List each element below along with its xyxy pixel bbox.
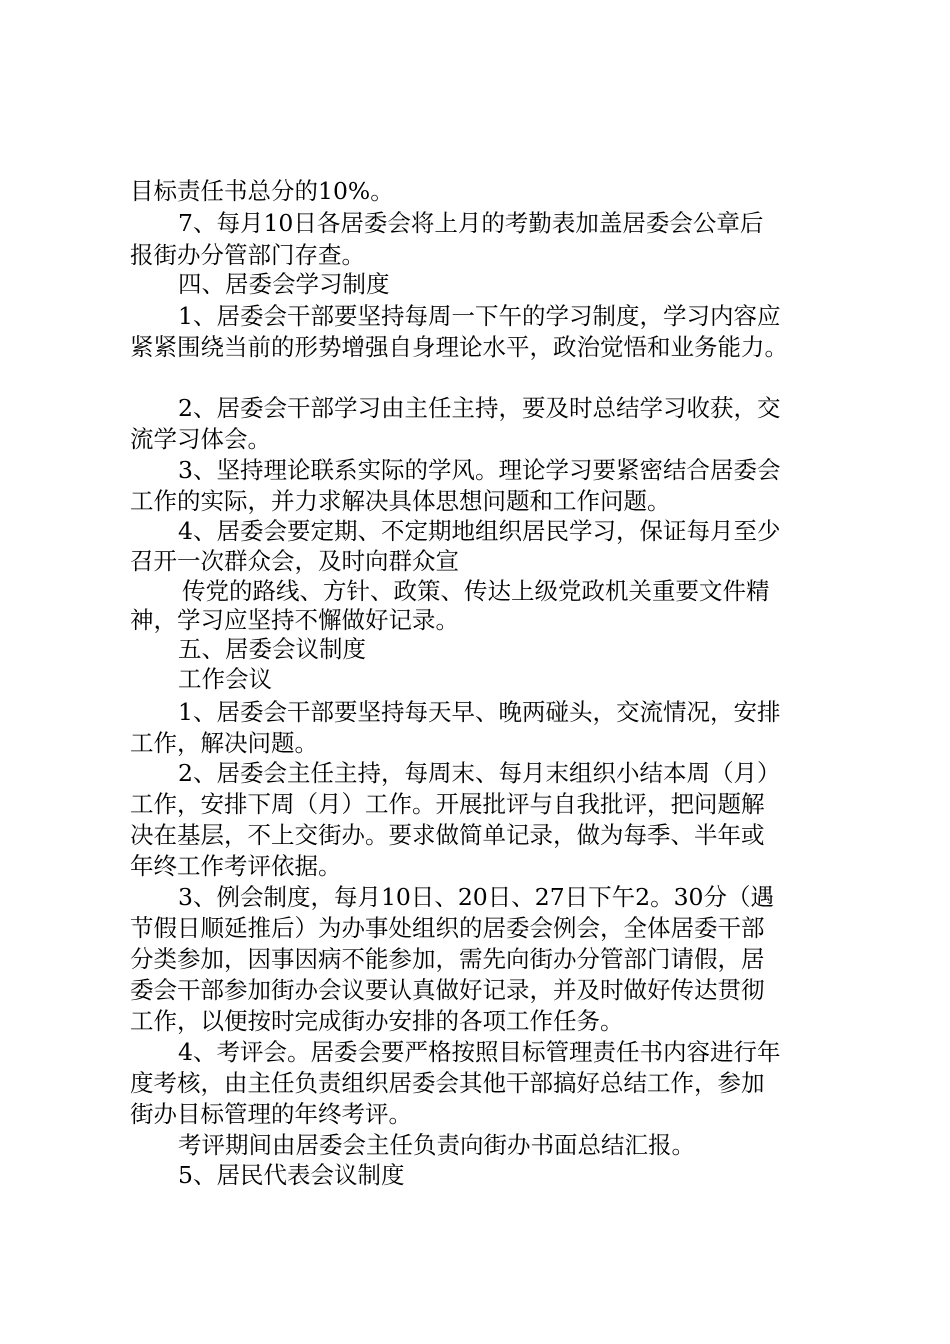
text-line: 工作，以便按时完成街办安排的各项工作任务。 (130, 1007, 624, 1035)
text-line: 4、居委会要定期、不定期地组织居民学习，保证每月至少 (178, 517, 781, 545)
text-line: 委会干部参加街办会议要认真做好记录，并及时做好传达贯彻 (130, 976, 765, 1004)
text-line: 1、居委会干部要坚持每天早、晚两碰头，交流情况，安排 (178, 698, 781, 726)
text-line: 目标责任书总分的10%。 (130, 177, 394, 205)
text-line: 7、每月10日各居委会将上月的考勤表加盖居委会公章后 (178, 209, 764, 237)
text-line: 分类参加，因事因病不能参加，需先向街办分管部门请假，居 (130, 945, 765, 973)
text-line: 4、考评会。居委会要严格按照目标管理责任书内容进行年 (178, 1038, 781, 1066)
text-line: 考评期间由居委会主任负责向街办书面总结汇报。 (178, 1131, 695, 1159)
subsection-heading: 工作会议 (178, 665, 272, 693)
text-line: 紧紧围绕当前的形势增强自身理论水平，政治觉悟和业务能力。 (130, 333, 788, 361)
text-line: 工作，安排下周（月）工作。开展批评与自我批评，把问题解 (130, 790, 765, 818)
text-line: 工作，解决问题。 (130, 729, 318, 757)
text-line: 2、居委会干部学习由主任主持，要及时总结学习收获，交 (178, 394, 781, 422)
text-line: 召开一次群众会，及时向群众宣 (130, 547, 459, 575)
text-line: 决在基层，不上交街办。要求做简单记录，做为每季、半年或 (130, 821, 765, 849)
text-line: 度考核，由主任负责组织居委会其他干部搞好总结工作，参加 (130, 1069, 765, 1097)
section-heading: 五、居委会议制度 (178, 635, 366, 663)
text-line: 工作的实际，并力求解决具体思想问题和工作问题。 (130, 487, 671, 515)
text-line: 神，学习应坚持不懈做好记录。 (130, 606, 459, 634)
text-line: 5、居民代表会议制度 (178, 1161, 405, 1189)
text-line: 流学习体会。 (130, 425, 271, 453)
section-heading: 四、居委会学习制度 (178, 270, 390, 298)
text-line: 3、例会制度，每月10日、20日、27日下午2。30分（遇 (178, 883, 775, 911)
text-line: 街办目标管理的年终考评。 (130, 1100, 412, 1128)
text-line: 1、居委会干部要坚持每周一下午的学习制度，学习内容应 (178, 302, 781, 330)
text-line: 节假日顺延推后）为办事处组织的居委会例会，全体居委干部 (130, 914, 765, 942)
text-line: 年终工作考评依据。 (130, 852, 342, 880)
text-line: 2、居委会主任主持，每周末、每月末组织小结本周（月） (178, 759, 781, 787)
text-line: 传党的路线、方针、政策、传达上级党政机关重要文件精 (182, 577, 770, 605)
text-line: 报街办分管部门存查。 (130, 241, 365, 269)
text-line: 3、坚持理论联系实际的学风。理论学习要紧密结合居委会 (178, 456, 781, 484)
